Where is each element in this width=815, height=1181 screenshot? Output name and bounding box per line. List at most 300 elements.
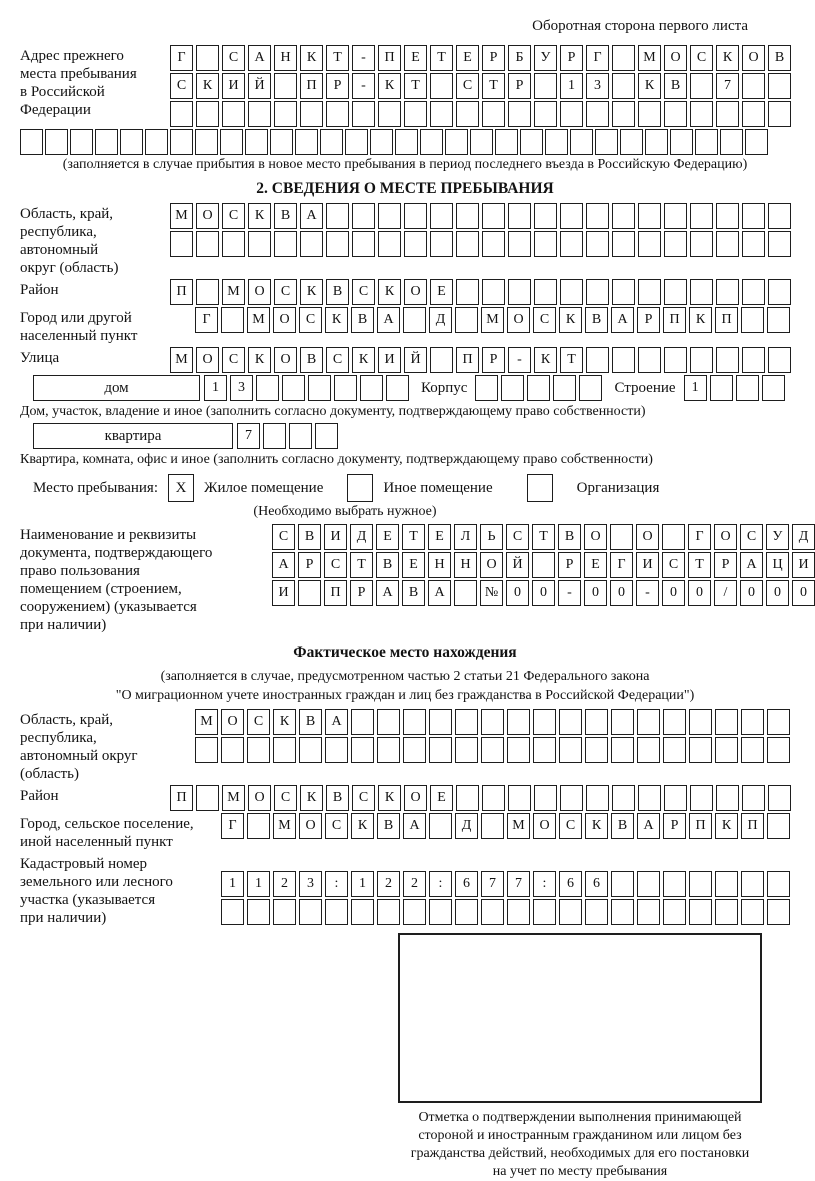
form-cell[interactable] (222, 101, 245, 127)
form-cell[interactable]: А (376, 580, 399, 606)
form-cell[interactable]: 7 (507, 871, 530, 897)
form-cell[interactable]: К (585, 813, 608, 839)
form-cell[interactable]: И (636, 552, 659, 578)
form-cell[interactable] (611, 737, 634, 763)
form-cell[interactable] (326, 231, 349, 257)
form-cell[interactable] (270, 129, 293, 155)
form-cell[interactable] (481, 709, 504, 735)
form-cell[interactable] (638, 785, 661, 811)
form-cell[interactable] (300, 231, 323, 257)
house-type-box[interactable]: дом (33, 375, 200, 401)
form-cell[interactable] (663, 709, 686, 735)
form-cell[interactable]: А (637, 813, 660, 839)
form-cell[interactable] (689, 899, 712, 925)
form-cell[interactable] (70, 129, 93, 155)
form-cell[interactable] (612, 73, 635, 99)
form-cell[interactable]: С (222, 347, 245, 373)
form-cell[interactable]: К (689, 307, 712, 333)
form-cell[interactable] (430, 347, 453, 373)
form-cell[interactable] (664, 785, 687, 811)
form-cell[interactable] (222, 231, 245, 257)
form-cell[interactable]: В (326, 279, 349, 305)
form-cell[interactable] (736, 375, 759, 401)
form-cell[interactable]: В (377, 813, 400, 839)
form-cell[interactable]: 0 (792, 580, 815, 606)
form-cell[interactable]: Т (326, 45, 349, 71)
form-cell[interactable]: 0 (610, 580, 633, 606)
form-cell[interactable] (430, 231, 453, 257)
form-cell[interactable] (689, 737, 712, 763)
form-cell[interactable]: 6 (585, 871, 608, 897)
form-cell[interactable]: У (534, 45, 557, 71)
form-cell[interactable] (690, 203, 713, 229)
form-cell[interactable] (520, 129, 543, 155)
form-cell[interactable]: Й (404, 347, 427, 373)
form-cell[interactable] (664, 101, 687, 127)
form-cell[interactable] (533, 709, 556, 735)
form-cell[interactable] (742, 347, 765, 373)
form-cell[interactable] (741, 709, 764, 735)
form-cell[interactable]: О (273, 307, 296, 333)
form-cell[interactable] (508, 101, 531, 127)
form-cell[interactable] (455, 307, 478, 333)
form-cell[interactable] (377, 899, 400, 925)
form-cell[interactable] (481, 737, 504, 763)
form-cell[interactable] (559, 709, 582, 735)
form-cell[interactable]: М (170, 203, 193, 229)
form-cell[interactable]: Й (248, 73, 271, 99)
form-cell[interactable]: И (272, 580, 295, 606)
form-cell[interactable] (377, 709, 400, 735)
form-cell[interactable]: Й (506, 552, 529, 578)
form-cell[interactable] (586, 231, 609, 257)
form-cell[interactable]: К (716, 45, 739, 71)
form-cell[interactable]: К (534, 347, 557, 373)
form-cell[interactable] (560, 231, 583, 257)
form-cell[interactable]: / (714, 580, 737, 606)
form-cell[interactable] (690, 73, 713, 99)
form-cell[interactable]: - (508, 347, 531, 373)
form-cell[interactable]: О (636, 524, 659, 550)
form-cell[interactable] (455, 709, 478, 735)
form-cell[interactable] (610, 524, 633, 550)
form-cell[interactable] (742, 279, 765, 305)
form-cell[interactable] (299, 737, 322, 763)
form-cell[interactable]: К (325, 307, 348, 333)
form-cell[interactable]: А (300, 203, 323, 229)
form-cell[interactable] (273, 737, 296, 763)
form-cell[interactable]: Р (482, 347, 505, 373)
form-cell[interactable] (295, 129, 318, 155)
form-cell[interactable]: О (714, 524, 737, 550)
form-cell[interactable] (482, 785, 505, 811)
form-cell[interactable]: Т (560, 347, 583, 373)
form-cell[interactable]: 2 (403, 871, 426, 897)
form-cell[interactable]: - (352, 45, 375, 71)
form-cell[interactable]: 0 (584, 580, 607, 606)
form-cell[interactable]: И (324, 524, 347, 550)
form-cell[interactable] (662, 524, 685, 550)
form-cell[interactable]: И (378, 347, 401, 373)
form-cell[interactable]: С (299, 307, 322, 333)
form-cell[interactable]: С (170, 73, 193, 99)
form-cell[interactable] (690, 279, 713, 305)
form-cell[interactable] (663, 871, 686, 897)
form-cell[interactable]: 6 (455, 871, 478, 897)
form-cell[interactable]: К (378, 279, 401, 305)
form-cell[interactable] (482, 203, 505, 229)
form-cell[interactable]: К (196, 73, 219, 99)
form-cell[interactable]: Д (455, 813, 478, 839)
form-cell[interactable]: Г (688, 524, 711, 550)
form-cell[interactable]: М (273, 813, 296, 839)
form-cell[interactable]: 6 (559, 871, 582, 897)
form-cell[interactable]: А (403, 813, 426, 839)
form-cell[interactable] (579, 375, 602, 401)
form-cell[interactable] (196, 279, 219, 305)
form-cell[interactable]: М (638, 45, 661, 71)
form-cell[interactable] (638, 101, 661, 127)
form-cell[interactable]: С (506, 524, 529, 550)
form-cell[interactable] (716, 785, 739, 811)
form-cell[interactable] (445, 129, 468, 155)
form-cell[interactable]: В (299, 709, 322, 735)
form-cell[interactable] (300, 101, 323, 127)
form-cell[interactable] (768, 203, 791, 229)
form-cell[interactable] (507, 899, 530, 925)
form-cell[interactable]: С (352, 785, 375, 811)
form-cell[interactable] (429, 709, 452, 735)
form-cell[interactable] (716, 347, 739, 373)
form-cell[interactable]: М (247, 307, 270, 333)
checkbox-residential[interactable]: X (168, 474, 194, 502)
form-cell[interactable] (716, 279, 739, 305)
form-cell[interactable]: С (533, 307, 556, 333)
form-cell[interactable] (378, 203, 401, 229)
form-cell[interactable] (690, 101, 713, 127)
form-cell[interactable] (545, 129, 568, 155)
form-cell[interactable] (768, 101, 791, 127)
form-cell[interactable] (585, 737, 608, 763)
form-cell[interactable] (495, 129, 518, 155)
form-cell[interactable]: Ь (480, 524, 503, 550)
form-cell[interactable] (742, 231, 765, 257)
form-cell[interactable]: Р (298, 552, 321, 578)
form-cell[interactable] (430, 101, 453, 127)
form-cell[interactable]: А (611, 307, 634, 333)
form-cell[interactable]: А (740, 552, 763, 578)
form-cell[interactable] (404, 101, 427, 127)
form-cell[interactable]: С (690, 45, 713, 71)
checkbox-organization[interactable] (527, 474, 553, 502)
form-cell[interactable]: С (222, 203, 245, 229)
form-cell[interactable]: К (273, 709, 296, 735)
form-cell[interactable] (274, 231, 297, 257)
form-cell[interactable]: С (324, 552, 347, 578)
form-cell[interactable]: 1 (221, 871, 244, 897)
form-cell[interactable] (612, 231, 635, 257)
form-cell[interactable] (378, 101, 401, 127)
form-cell[interactable] (612, 785, 635, 811)
form-cell[interactable]: Р (560, 45, 583, 71)
form-cell[interactable]: Т (350, 552, 373, 578)
form-cell[interactable]: Р (508, 73, 531, 99)
form-cell[interactable] (670, 129, 693, 155)
form-cell[interactable]: Т (482, 73, 505, 99)
form-cell[interactable]: О (480, 552, 503, 578)
form-cell[interactable] (664, 203, 687, 229)
form-cell[interactable]: П (170, 279, 193, 305)
form-cell[interactable]: О (584, 524, 607, 550)
form-cell[interactable] (315, 423, 338, 449)
form-cell[interactable]: 3 (586, 73, 609, 99)
form-cell[interactable] (560, 279, 583, 305)
form-cell[interactable]: О (299, 813, 322, 839)
form-cell[interactable]: С (352, 279, 375, 305)
form-cell[interactable]: В (274, 203, 297, 229)
form-cell[interactable] (534, 279, 557, 305)
form-cell[interactable] (248, 231, 271, 257)
form-cell[interactable] (638, 231, 661, 257)
form-cell[interactable] (716, 101, 739, 127)
form-cell[interactable] (534, 231, 557, 257)
form-cell[interactable] (637, 709, 660, 735)
form-cell[interactable] (745, 129, 768, 155)
form-cell[interactable]: Д (429, 307, 452, 333)
form-cell[interactable]: О (248, 279, 271, 305)
form-cell[interactable]: О (664, 45, 687, 71)
form-cell[interactable]: К (300, 785, 323, 811)
form-cell[interactable]: С (326, 347, 349, 373)
form-cell[interactable] (742, 101, 765, 127)
form-cell[interactable] (595, 129, 618, 155)
form-cell[interactable] (170, 231, 193, 257)
form-cell[interactable]: О (196, 347, 219, 373)
form-cell[interactable]: Е (430, 279, 453, 305)
form-cell[interactable] (170, 129, 193, 155)
form-cell[interactable]: 7 (237, 423, 260, 449)
form-cell[interactable]: О (533, 813, 556, 839)
form-cell[interactable]: С (222, 45, 245, 71)
form-cell[interactable] (611, 899, 634, 925)
form-cell[interactable] (715, 871, 738, 897)
form-cell[interactable] (762, 375, 785, 401)
form-cell[interactable] (532, 552, 555, 578)
checkbox-other-premises[interactable] (347, 474, 373, 502)
form-cell[interactable]: П (456, 347, 479, 373)
form-cell[interactable]: Т (688, 552, 711, 578)
form-cell[interactable]: Д (792, 524, 815, 550)
form-cell[interactable] (170, 101, 193, 127)
form-cell[interactable] (481, 899, 504, 925)
form-cell[interactable] (612, 347, 635, 373)
form-cell[interactable] (221, 737, 244, 763)
form-cell[interactable] (720, 129, 743, 155)
form-cell[interactable]: Р (482, 45, 505, 71)
form-cell[interactable]: 0 (766, 580, 789, 606)
form-cell[interactable]: И (222, 73, 245, 99)
form-cell[interactable]: Г (586, 45, 609, 71)
form-cell[interactable] (508, 279, 531, 305)
form-cell[interactable]: С (325, 813, 348, 839)
form-cell[interactable]: К (352, 347, 375, 373)
form-cell[interactable] (345, 129, 368, 155)
form-cell[interactable]: П (300, 73, 323, 99)
form-cell[interactable] (360, 375, 383, 401)
form-cell[interactable] (403, 899, 426, 925)
form-cell[interactable] (767, 871, 790, 897)
form-cell[interactable] (429, 899, 452, 925)
form-cell[interactable]: К (638, 73, 661, 99)
form-cell[interactable] (501, 375, 524, 401)
form-cell[interactable]: Е (584, 552, 607, 578)
form-cell[interactable] (612, 279, 635, 305)
form-cell[interactable] (741, 871, 764, 897)
form-cell[interactable]: П (378, 45, 401, 71)
form-cell[interactable]: К (715, 813, 738, 839)
form-cell[interactable] (527, 375, 550, 401)
form-cell[interactable] (534, 73, 557, 99)
form-cell[interactable] (403, 737, 426, 763)
form-cell[interactable] (403, 307, 426, 333)
form-cell[interactable] (533, 737, 556, 763)
form-cell[interactable]: М (195, 709, 218, 735)
form-cell[interactable]: Е (404, 45, 427, 71)
form-cell[interactable] (716, 203, 739, 229)
form-cell[interactable]: Р (663, 813, 686, 839)
form-cell[interactable]: А (248, 45, 271, 71)
form-cell[interactable] (326, 203, 349, 229)
form-cell[interactable]: Р (326, 73, 349, 99)
form-cell[interactable]: - (636, 580, 659, 606)
form-cell[interactable] (274, 101, 297, 127)
form-cell[interactable]: М (222, 279, 245, 305)
form-cell[interactable] (456, 231, 479, 257)
form-cell[interactable]: С (662, 552, 685, 578)
form-cell[interactable]: П (663, 307, 686, 333)
form-cell[interactable] (221, 307, 244, 333)
form-cell[interactable] (482, 279, 505, 305)
form-cell[interactable]: Р (714, 552, 737, 578)
form-cell[interactable]: Т (532, 524, 555, 550)
form-cell[interactable]: В (376, 552, 399, 578)
form-cell[interactable] (470, 129, 493, 155)
form-cell[interactable]: М (481, 307, 504, 333)
form-cell[interactable] (716, 231, 739, 257)
form-cell[interactable]: В (326, 785, 349, 811)
form-cell[interactable] (664, 231, 687, 257)
form-cell[interactable]: А (325, 709, 348, 735)
form-cell[interactable]: С (272, 524, 295, 550)
form-cell[interactable] (611, 709, 634, 735)
form-cell[interactable]: В (768, 45, 791, 71)
form-cell[interactable]: И (792, 552, 815, 578)
form-cell[interactable]: 0 (532, 580, 555, 606)
form-cell[interactable] (248, 101, 271, 127)
form-cell[interactable]: О (404, 279, 427, 305)
form-cell[interactable]: В (664, 73, 687, 99)
form-cell[interactable] (196, 45, 219, 71)
form-cell[interactable] (20, 129, 43, 155)
form-cell[interactable] (559, 899, 582, 925)
form-cell[interactable]: 0 (662, 580, 685, 606)
form-cell[interactable]: Л (454, 524, 477, 550)
form-cell[interactable] (351, 737, 374, 763)
form-cell[interactable]: П (324, 580, 347, 606)
form-cell[interactable] (570, 129, 593, 155)
form-cell[interactable] (221, 899, 244, 925)
form-cell[interactable] (430, 73, 453, 99)
form-cell[interactable]: 1 (351, 871, 374, 897)
form-cell[interactable] (767, 737, 790, 763)
form-cell[interactable]: Н (428, 552, 451, 578)
form-cell[interactable] (586, 785, 609, 811)
form-cell[interactable]: Г (170, 45, 193, 71)
form-cell[interactable] (429, 737, 452, 763)
form-cell[interactable] (395, 129, 418, 155)
form-cell[interactable] (482, 101, 505, 127)
form-cell[interactable]: М (507, 813, 530, 839)
form-cell[interactable] (195, 737, 218, 763)
form-cell[interactable] (386, 375, 409, 401)
form-cell[interactable] (308, 375, 331, 401)
form-cell[interactable]: О (196, 203, 219, 229)
form-cell[interactable] (710, 375, 733, 401)
form-cell[interactable]: 7 (481, 871, 504, 897)
form-cell[interactable] (299, 899, 322, 925)
form-cell[interactable] (559, 737, 582, 763)
form-cell[interactable]: В (351, 307, 374, 333)
form-cell[interactable]: К (248, 347, 271, 373)
form-cell[interactable] (637, 899, 660, 925)
form-cell[interactable] (585, 709, 608, 735)
form-cell[interactable] (534, 785, 557, 811)
form-cell[interactable]: Е (430, 785, 453, 811)
form-cell[interactable] (638, 279, 661, 305)
form-cell[interactable] (120, 129, 143, 155)
form-cell[interactable] (638, 347, 661, 373)
form-cell[interactable]: - (352, 73, 375, 99)
form-cell[interactable] (370, 129, 393, 155)
form-cell[interactable] (560, 785, 583, 811)
form-cell[interactable]: О (404, 785, 427, 811)
form-cell[interactable]: С (559, 813, 582, 839)
form-cell[interactable]: : (533, 871, 556, 897)
form-cell[interactable] (560, 203, 583, 229)
form-cell[interactable] (403, 709, 426, 735)
form-cell[interactable] (282, 375, 305, 401)
form-cell[interactable]: 0 (740, 580, 763, 606)
form-cell[interactable]: Н (274, 45, 297, 71)
form-cell[interactable]: : (429, 871, 452, 897)
form-cell[interactable] (742, 203, 765, 229)
form-cell[interactable]: О (274, 347, 297, 373)
form-cell[interactable]: О (742, 45, 765, 71)
form-cell[interactable] (508, 203, 531, 229)
form-cell[interactable] (768, 279, 791, 305)
form-cell[interactable]: Ц (766, 552, 789, 578)
form-cell[interactable] (611, 871, 634, 897)
form-cell[interactable]: 1 (560, 73, 583, 99)
form-cell[interactable] (247, 737, 270, 763)
form-cell[interactable] (456, 203, 479, 229)
form-cell[interactable] (586, 101, 609, 127)
form-cell[interactable] (289, 423, 312, 449)
form-cell[interactable]: А (272, 552, 295, 578)
form-cell[interactable]: 1 (684, 375, 707, 401)
form-cell[interactable] (429, 813, 452, 839)
form-cell[interactable] (637, 871, 660, 897)
